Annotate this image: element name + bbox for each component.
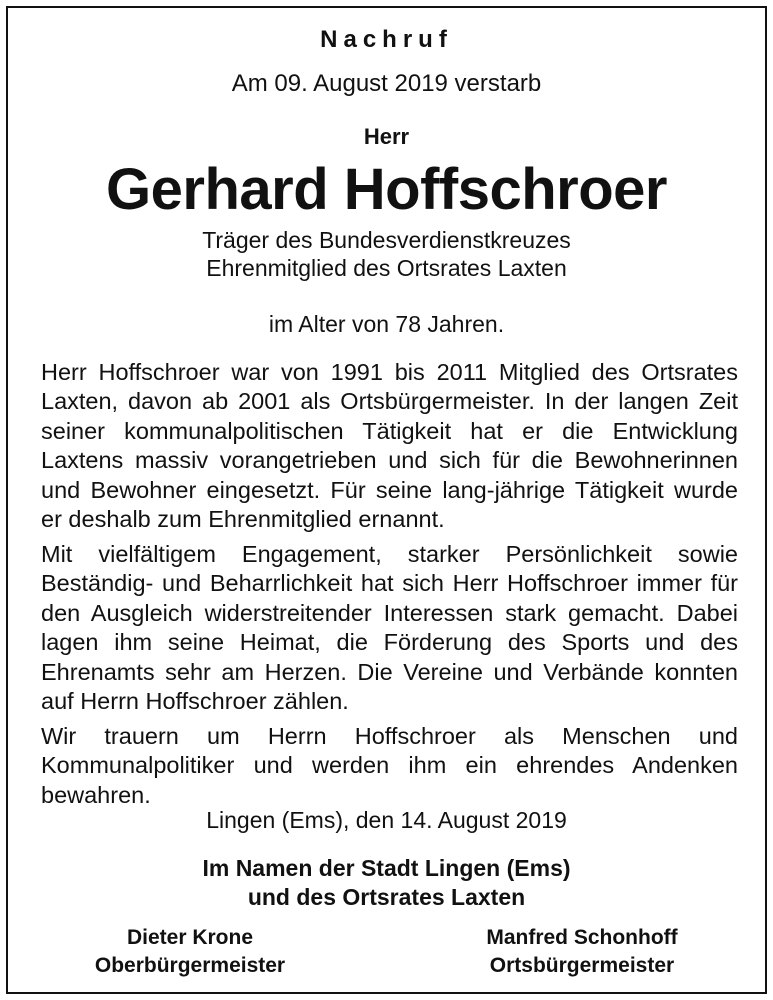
tribute-paragraph: Wir trauern um Herrn Hoffschroer als Menschen und Kommunalpolitiker und werden ihm ein ehrendes Andenken bewahren.: [41, 723, 738, 808]
tribute-paragraph: Herr Hoffschroer war von 1991 bis 2011 Mitglied des Ortsrates Laxten, davon ab 2001 als Ortsbürgermeister. In der langen Zeit seiner kommunalpolitischen Tätigkeit hat er die Entwicklung Laxtens massiv vorangetrieben und sich für die Bewohnerinnen und Bewohner eingesetzt. Für seine lang-jährige Tätigkeit wurde er deshalb zum Ehrenmitglied ernannt.: [41, 359, 738, 533]
death-date-line: Am 09. August 2019 verstarb: [231, 70, 542, 97]
tribute-paragraph: Mit vielfältigem Engagement, starker Persönlichkeit sowie Beständig- und Beharrlichkeit hat sich Herr Hoffschroer immer für den Ausgleich widerstreitender Interessen stark gemacht. Dabei lagen ihm seine Heimat, die Förderung des Sports und des Ehrenamts sehr am Herzen. Die Vereine und Verbände konnten auf Herrn Hoffschroer zählen.: [41, 541, 738, 715]
on-behalf-line: Im Namen der Stadt Lingen (Ems): [202, 855, 571, 881]
age-line: im Alter von 78 Jahren.: [268, 311, 505, 337]
signatory-name-local-mayor: Manfred Schonhoff: [486, 926, 678, 949]
signatory-title-mayor: Oberbürgermeister: [94, 954, 286, 977]
deceased-name: Gerhard Hoffschroer: [106, 157, 667, 222]
honor-line: Träger des Bundesverdienstkreuzes: [202, 227, 571, 253]
on-behalf-line: und des Ortsrates Laxten: [247, 884, 526, 910]
place-date-line: Lingen (Ems), den 14. August 2019: [206, 807, 567, 833]
notice-heading: Nachruf: [320, 26, 453, 53]
salutation: Herr: [363, 124, 410, 149]
signatory-title-local-mayor: Ortsbürgermeister: [489, 954, 675, 977]
signatory-name-mayor: Dieter Krone: [126, 926, 254, 949]
honor-line: Ehrenmitglied des Ortsrates Laxten: [206, 255, 567, 281]
